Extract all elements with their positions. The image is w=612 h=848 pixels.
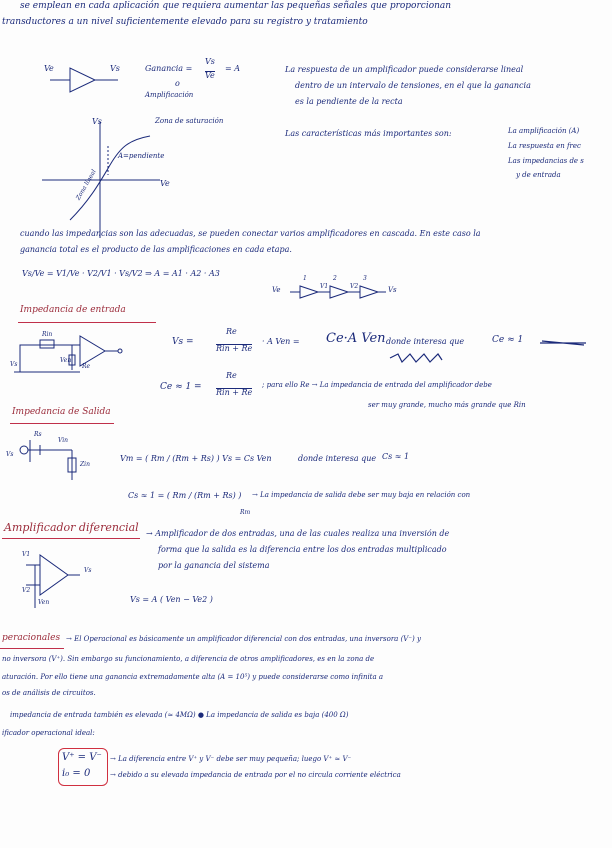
- diff-formula: Vs = A ( Ven − Ve2 ): [130, 595, 213, 604]
- characteristic-2: La respuesta en frec: [508, 142, 581, 150]
- opamp-line-3: aturación. Por ello tiene una ganancia extremadamente alta (A = 10⁵) y puede considerarse como infinita a: [2, 673, 384, 681]
- transfer-curve-icon: [42, 122, 160, 238]
- chain-n3: 3: [363, 275, 367, 282]
- fig-re: Re: [82, 363, 91, 370]
- graph-y-label: Vs: [92, 117, 102, 126]
- fig-rs: Rs: [34, 431, 42, 438]
- cascade-formula: Vs/Ve = V1/Ve · V2/V1 · Vs/V2 ⇒ A = A1 · A2 · A3: [22, 269, 220, 278]
- chain-n2: 2: [333, 275, 337, 282]
- opamp-line-5: impedancia de entrada también es elevada (≈ 4MΩ) ● La impedancia de salida es baja (400 Ω): [10, 711, 349, 719]
- section-title-diff-amp: Amplificador diferencial: [4, 521, 139, 534]
- diff-desc-2: forma que la salida es la diferencia entre los dos entradas multiplicado: [158, 545, 447, 554]
- amplificacion-label: Amplificación: [145, 91, 194, 99]
- cascade-line-1: cuando las impedancias son las adecuadas, se pueden conectar varios amplificadores en cascada. En este caso la: [20, 229, 481, 238]
- section-title-output-impedance: Impedancia de Salida: [12, 407, 111, 417]
- ideal-2: i₀ = 0: [62, 768, 91, 779]
- diff-desc-1: → Amplificador de dos entradas, una de las cuales realiza una inversión de: [146, 529, 450, 538]
- intro-line-1: se emplean en cada aplicación que requiera aumentar las pequeñas señales que proporcionan: [20, 1, 452, 11]
- bullet-2: Las características más importantes son:: [285, 129, 452, 138]
- ideal-1-note: → La diferencia entre V⁺ y V⁻ debe ser muy pequeña; luego V⁺ ≈ V⁻: [110, 755, 352, 763]
- chain-v1: V1: [320, 283, 329, 290]
- characteristic-1: La amplificación (A): [508, 127, 580, 135]
- diff-desc-3: por la ganancia del sistema: [158, 561, 270, 570]
- characteristic-4: y de entrada: [516, 171, 561, 179]
- chain-n1: 1: [303, 275, 307, 282]
- in-eq1-num: Re: [226, 327, 237, 336]
- graph-x-label: Ve: [160, 179, 170, 188]
- chain-vout: Vs: [388, 286, 397, 294]
- fig-ven: Ven: [38, 599, 50, 606]
- fig-v1: V1: [22, 551, 31, 558]
- bullet-1-line-2: dentro de un intervalo de tensiones, en el que la ganancia: [295, 81, 531, 90]
- section-title-opamp: peracionales: [2, 633, 61, 643]
- in-eq1-big: Ce·A Ven: [326, 331, 386, 346]
- differential-amp-icon: [26, 555, 80, 608]
- opamp-line-6: ificador operacional ideal:: [2, 729, 95, 737]
- scribble-icon: [388, 352, 444, 364]
- opamp-line-4: os de análisis de circuitos.: [2, 689, 96, 697]
- out-eq2-sub: Rm: [240, 509, 251, 516]
- intro-line-2: transductores a un nivel suficientemente elevado para su registro y tratamiento: [2, 17, 368, 27]
- in-eq2-lhs: Ce ≈ 1 =: [160, 382, 202, 392]
- opamp-line-2: no inversora (V⁺). Sin embargo su funcionamiento, a diferencia de otros amplificadores, es en la zona de: [2, 655, 375, 663]
- amp-vout-label: Vs: [110, 64, 120, 73]
- section-title-input-impedance: Impedancia de entrada: [20, 305, 126, 315]
- chain-vin: Ve: [272, 286, 281, 294]
- in-eq2-num: Re: [226, 371, 237, 380]
- saturation-label: Zona de saturación: [155, 117, 224, 125]
- in-eq2-note: ; para ello Re → La impedancia de entrada del amplificador debe: [262, 381, 492, 389]
- slope-label: A=pendiente: [118, 152, 165, 160]
- opamp-line-1: → El Operacional es básicamente un amplificador diferencial con dos entradas, una inversora (V⁻) y: [66, 635, 421, 643]
- amplifier-symbol-icon: [50, 68, 118, 92]
- ideal-2-note: → debido a su elevada impedancia de entrada por el no circula corriente eléctrica: [110, 771, 401, 779]
- in-eq2-note2: ser muy grande, mucho más grande que Rin: [368, 401, 526, 409]
- output-impedance-circuit-icon: [20, 437, 76, 480]
- in-eq1-cond: Ce ≈ 1: [492, 335, 524, 345]
- out-eq1-cond: Cs ≈ 1: [382, 452, 410, 461]
- section-underline: [2, 538, 140, 539]
- fig-v2: V2: [22, 587, 31, 594]
- input-impedance-circuit-icon: [14, 336, 122, 372]
- section-underline: [18, 322, 156, 323]
- gain-equals-a: = A: [225, 64, 241, 73]
- out-eq2: Cs ≈ 1 = ( Rm / (Rm + Rs) ): [128, 491, 242, 500]
- section-underline: [10, 423, 114, 424]
- fig-vs: Vs: [84, 567, 92, 574]
- characteristic-3: Las impedancias de s: [508, 157, 584, 165]
- bullet-1-line-1: La respuesta de un amplificador puede considerarse lineal: [285, 65, 524, 74]
- fig-rin: Rin: [42, 331, 53, 338]
- fig-vs: Vs: [6, 451, 14, 458]
- cascade-chain-icon: [290, 283, 386, 298]
- fig-zin: Zin: [80, 461, 90, 468]
- in-eq1-den: Rin + Re: [216, 344, 253, 353]
- fig-ven: Ven: [60, 357, 72, 364]
- in-eq2-den: Rin + Re: [216, 388, 253, 397]
- gain-numerator: Vs: [205, 57, 215, 66]
- cascade-line-2: ganancia total es el producto de las amplificaciones en cada etapa.: [20, 245, 292, 254]
- section-underline: [0, 648, 64, 649]
- out-eq2-note: → La impedancia de salida debe ser muy baja en relación con: [252, 491, 471, 499]
- out-eq1: Vm = ( Rm / (Rm + Rs) ) Vs = Cs Ven: [120, 454, 272, 463]
- linear-zone-label: Zona lineal: [74, 168, 98, 202]
- in-eq1-rhs: · A Ven =: [262, 337, 300, 346]
- out-eq1-note: donde interesa que: [298, 454, 377, 463]
- in-eq1-note: donde interesa que: [386, 337, 465, 346]
- bullet-1-line-3: es la pendiente de la recta: [295, 97, 403, 106]
- amp-vin-label: Ve: [44, 64, 54, 73]
- in-eq1-lhs: Vs =: [172, 337, 194, 347]
- gain-or: o: [175, 79, 180, 88]
- ideal-1: V⁺ = V⁻: [62, 752, 102, 763]
- fig-vin: Vin: [58, 437, 69, 444]
- chain-v2: V2: [350, 283, 359, 290]
- scribble-icon: [538, 338, 588, 348]
- gain-label: Ganancia =: [145, 64, 193, 73]
- gain-denominator: Ve: [205, 71, 215, 80]
- fig-vs: Vs: [10, 361, 18, 368]
